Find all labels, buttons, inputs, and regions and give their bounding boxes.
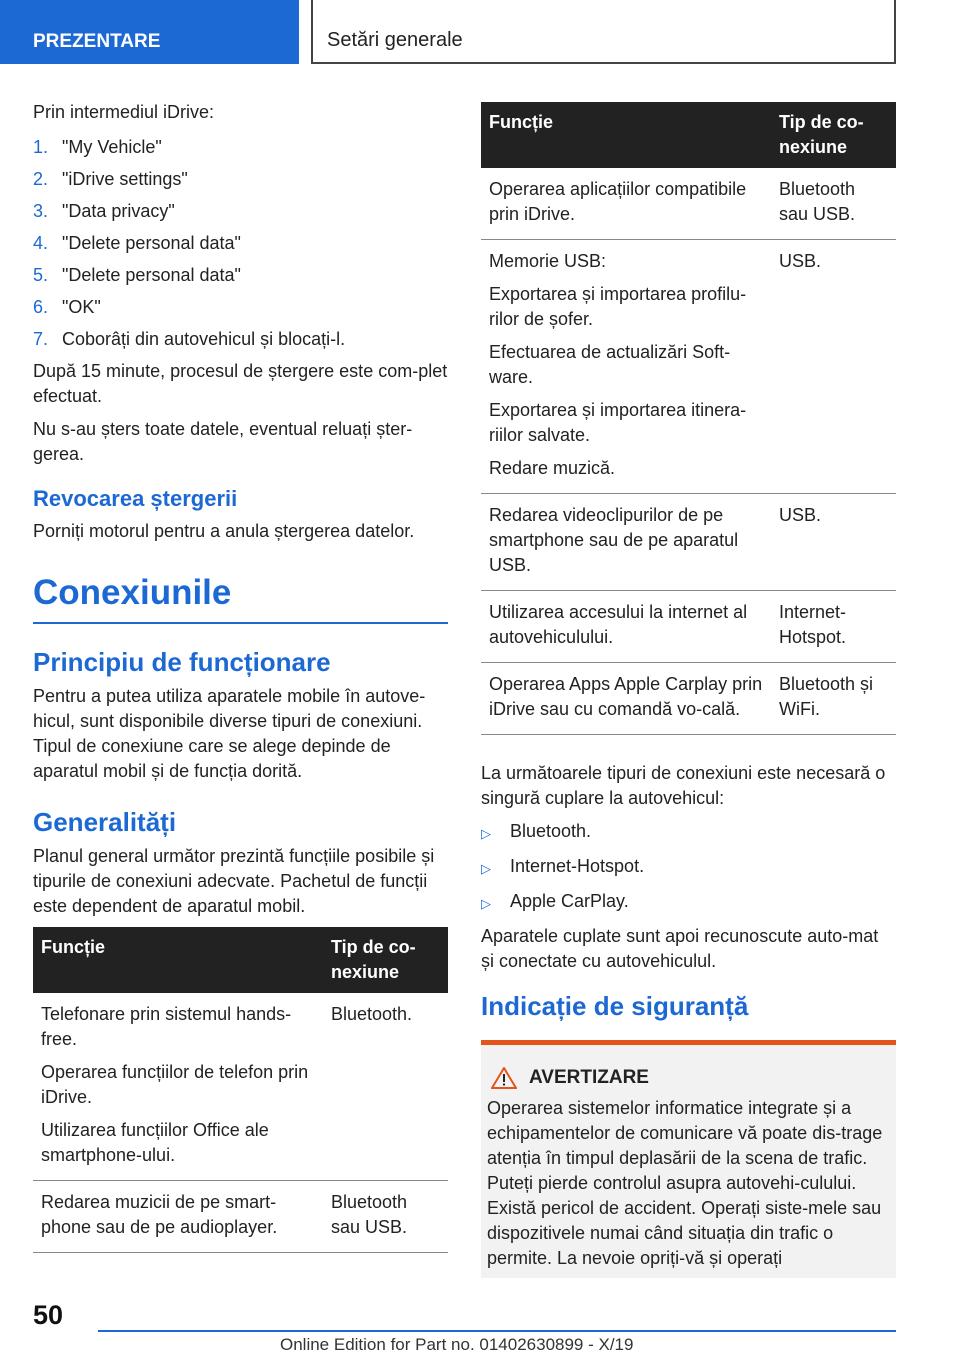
triangle-bullet-icon: ▷ bbox=[481, 861, 491, 876]
table-row bbox=[481, 591, 896, 663]
list-item bbox=[481, 889, 896, 916]
connection-cell: USB. bbox=[771, 494, 896, 591]
list-item bbox=[33, 135, 448, 160]
function-text: Redarea muzicii de pe smart-phone sau de pe audioplayer. bbox=[41, 1192, 278, 1237]
step-text: "Data privacy" bbox=[62, 201, 175, 221]
safety-heading: Indicație de siguranță bbox=[481, 991, 749, 1021]
principle-heading: Principiu de funcționare bbox=[33, 647, 331, 677]
function-cell bbox=[33, 1181, 323, 1253]
column-header-function: Funcție bbox=[33, 927, 323, 993]
function-text: Utilizarea accesului la internet al autovehiculului. bbox=[489, 602, 748, 647]
function-cell bbox=[481, 168, 771, 240]
function-cell bbox=[481, 240, 771, 494]
section-tab: PREZENTARE bbox=[0, 0, 299, 64]
step-number: 1. bbox=[33, 137, 49, 157]
list-item bbox=[33, 295, 448, 320]
function-text: Redare muzică. bbox=[489, 458, 616, 478]
function-cell bbox=[481, 494, 771, 591]
list-item bbox=[33, 327, 448, 352]
page-title: Setări generale bbox=[311, 0, 896, 64]
triangle-bullet-icon: ▷ bbox=[481, 826, 491, 841]
connection-cell: Internet-Hotspot. bbox=[771, 591, 896, 663]
function-text: Telefonare prin sistemul hands-free. bbox=[41, 1004, 292, 1049]
triangle-bullet-icon: ▷ bbox=[481, 896, 491, 911]
list-item bbox=[481, 819, 896, 846]
step-number: 2. bbox=[33, 169, 49, 189]
function-cell bbox=[481, 663, 771, 735]
page-number: 50 bbox=[33, 1300, 64, 1330]
connection-cell: Bluetooth. bbox=[323, 993, 448, 1181]
table-row bbox=[481, 663, 896, 735]
function-text: Operarea Apps Apple Carplay prin iDrive sau cu comandă vo-cală. bbox=[489, 674, 763, 719]
step-number: 5. bbox=[33, 265, 49, 285]
general-heading: Generalități bbox=[33, 807, 177, 837]
body-text: Aparatele cuplate sunt apoi recunoscute auto-mat și conectate cu autovehiculul. bbox=[481, 926, 879, 971]
warning-box bbox=[481, 1040, 896, 1278]
footer-divider bbox=[98, 1330, 896, 1332]
page-header bbox=[0, 0, 960, 66]
column-header-connection: Tip de co-nexiune bbox=[771, 102, 896, 168]
function-text: Efectuarea de actualizări Soft-ware. bbox=[489, 342, 731, 387]
step-number: 3. bbox=[33, 201, 49, 221]
function-cell bbox=[481, 591, 771, 663]
body-text: Pentru a putea utiliza aparatele mobile în autove-hicul, sunt disponibile diverse tipuri de conexiuni. Tipul de conexiune care se alege depinde de aparatul mobil și de funcția dorită. bbox=[33, 686, 426, 781]
left-column bbox=[33, 100, 448, 1253]
connections-table bbox=[33, 927, 448, 1253]
bullet-text: Apple CarPlay. bbox=[510, 891, 629, 911]
intro-text: Prin intermediul iDrive: bbox=[33, 102, 215, 122]
table-row bbox=[481, 168, 896, 240]
connection-cell: USB. bbox=[771, 240, 896, 494]
warning-text: Operarea sistemelor informatice integrate și a echipamentelor de comunicare vă poate dis-trage atenția în timpul deplasării de la scena de trafic. Puteți pierde controlul asupra autovehi-culului. Există pericol de accident. Operați siste-mele sau dispozitivele numai când situația din trafic o permite. La nevoie opriți-vă și operați bbox=[487, 1098, 883, 1268]
revoke-heading: Revocarea ștergerii bbox=[33, 486, 238, 511]
table-row bbox=[481, 240, 896, 494]
warning-header bbox=[487, 1065, 890, 1090]
connection-cell: Bluetooth sau USB. bbox=[771, 168, 896, 240]
table-row bbox=[33, 993, 448, 1181]
function-text: Exportarea și importarea profilu-rilor de șofer. bbox=[489, 284, 747, 329]
bullet-text: Bluetooth. bbox=[510, 821, 592, 841]
step-text: "My Vehicle" bbox=[62, 137, 162, 157]
list-item bbox=[33, 263, 448, 288]
table-row bbox=[33, 1181, 448, 1253]
list-item bbox=[33, 167, 448, 192]
column-header-function: Funcție bbox=[481, 102, 771, 168]
table-header-row bbox=[33, 927, 448, 993]
body-text: Planul general următor prezintă funcțiile posibile și tipurile de conexiuni adecvate. Pachetul de funcții este dependent de aparatul mobil. bbox=[33, 846, 435, 916]
connections-table-continued bbox=[481, 102, 896, 735]
function-text: Operarea funcțiilor de telefon prin iDrive. bbox=[41, 1062, 309, 1107]
step-text: Coborâți din autovehicul și blocați-l. bbox=[62, 329, 346, 349]
step-text: "Delete personal data" bbox=[62, 233, 241, 253]
step-text: "Delete personal data" bbox=[62, 265, 241, 285]
function-cell bbox=[33, 993, 323, 1181]
warning-triangle-icon bbox=[491, 1067, 517, 1089]
step-text: "OK" bbox=[62, 297, 101, 317]
warning-title: AVERTIZARE bbox=[529, 1067, 649, 1088]
table-row bbox=[481, 494, 896, 591]
bullet-list bbox=[481, 819, 896, 916]
function-text: Redarea videoclipurilor de pe smartphone sau de pe aparatul USB. bbox=[489, 505, 739, 575]
right-column bbox=[481, 102, 896, 1278]
list-item bbox=[33, 231, 448, 256]
function-text: Exportarea și importarea itinera-riilor salvate. bbox=[489, 400, 747, 445]
table-header-row bbox=[481, 102, 896, 168]
function-text: Utilizarea funcțiilor Office ale smartphone-ului. bbox=[41, 1120, 269, 1165]
list-item bbox=[481, 854, 896, 881]
bullet-text: Internet-Hotspot. bbox=[510, 856, 645, 876]
step-number: 4. bbox=[33, 233, 49, 253]
footer-edition-text: Online Edition for Part no. 01402630899 - X/19 bbox=[280, 1335, 634, 1354]
step-number: 6. bbox=[33, 297, 49, 317]
function-text: Memorie USB: bbox=[489, 251, 607, 271]
connection-cell: Bluetooth sau USB. bbox=[323, 1181, 448, 1253]
connection-cell: Bluetooth și WiFi. bbox=[771, 663, 896, 735]
body-text: După 15 minute, procesul de ștergere este com-plet efectuat. bbox=[33, 361, 448, 406]
pairing-text: La următoarele tipuri de conexiuni este necesară o singură cuplare la autovehicul: bbox=[481, 763, 886, 808]
list-item bbox=[33, 199, 448, 224]
steps-list bbox=[33, 135, 448, 352]
body-text: Nu s-au șters toate datele, eventual reluați șter-gerea. bbox=[33, 419, 413, 464]
function-text: Operarea aplicațiilor compatibile prin iDrive. bbox=[489, 179, 747, 224]
step-text: "iDrive settings" bbox=[62, 169, 188, 189]
step-number: 7. bbox=[33, 329, 49, 349]
column-header-connection: Tip de co-nexiune bbox=[323, 927, 448, 993]
chapter-title: Conexiunile bbox=[33, 572, 448, 624]
body-text: Porniți motorul pentru a anula ștergerea datelor. bbox=[33, 521, 415, 541]
